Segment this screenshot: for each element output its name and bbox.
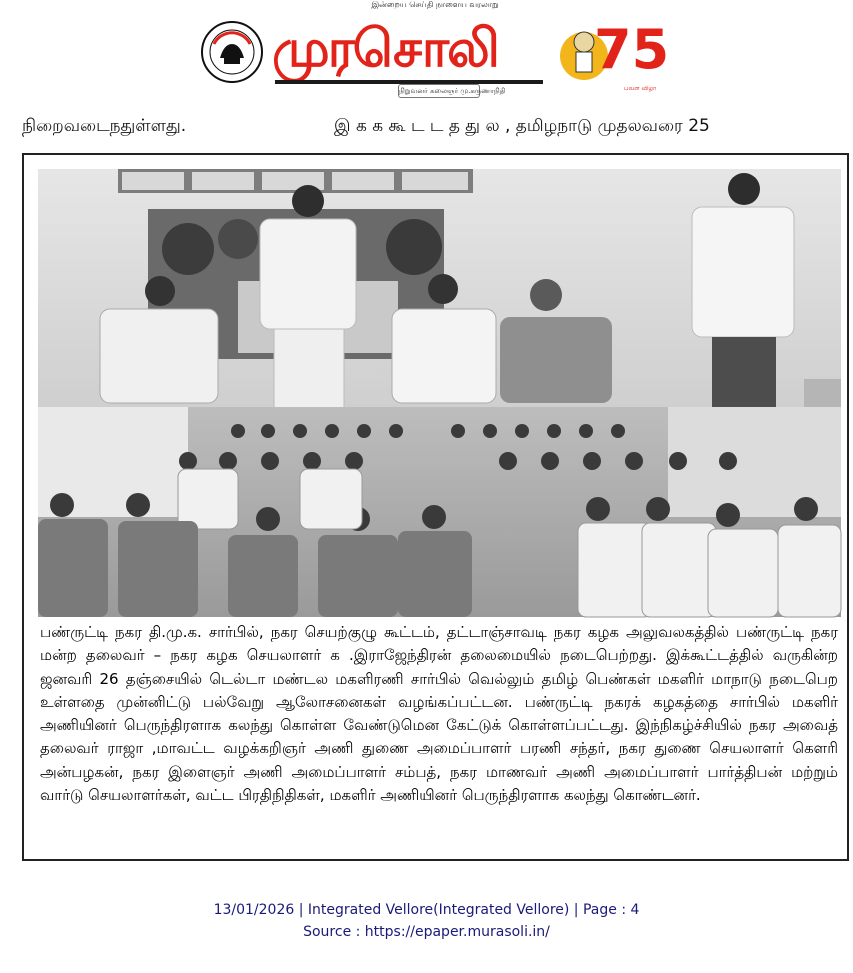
article-frame bbox=[22, 153, 849, 861]
article-body: பண்ருட்டி நகர தி.மு.க. சார்பில், நகர செயற்குழு கூட்டம், தட்டாஞ்சாவடி நகர கழக அலுவலகத்தில் பண்ருட்டி நகர மன்ற தலைவர் – நகர கழக செயலாளர் க .இராஜேந்திரன் தலைமையில் நடைபெற்றது. இக்கூட்டத்தில் வருகின்ற ஜனவரி 26 தஞ்சையில் டெல்டா மண்டல மகளிரணி சார்பில் வெல்லும் தமிழ் பெண்கள் மகளிர் மாநாடு நடைபெற உள்ளதை முன்னிட்டு பல்வேறு ஆலோசனைகள் வழங்கப்பட்டன. பண்ருட்டி நகரக் கழகத்தை சார்பில் மகளிர் அணியினர் பெருந்திரளாக கலந்து கொள்ள வேண்டுமென கேட்டுக் கொள்ளப்பட்டது. இந்நிகழ்ச்சியில் நகர அவைத் தலைவர் ராஜா ,மாவட்ட வழக்கறிஞர் அணி துணை அமைப்பாளர் பரணி சந்தர், நகர துணை செயலாளர் கௌரி அன்பழகன், நகர இளைஞர் அணி அமைப்பாளர் சம்பத், நகர மாணவர் அணி அமைப்பாளர் பார்த்திபன் மற்றும் வார்டு செயலாளர்கள், வட்ட பிரதிநிதிகள், மகளிர் அணியினர் பெருந்திரளாக கலந்து கொண்டனர். bbox=[40, 623, 838, 805]
article-photo bbox=[38, 169, 841, 617]
teaser-left: நிறைவடைநதுள்ளது. bbox=[22, 116, 187, 136]
meeting-photo bbox=[38, 169, 841, 617]
anniversary-badge bbox=[548, 6, 670, 98]
teaser-right: இ க க கூ ட ட த து ல , தமிழநாடு முதலவரை 25 bbox=[334, 116, 710, 136]
anniversary-number: 75 bbox=[594, 18, 670, 81]
masthead bbox=[0, 0, 853, 110]
dmk-emblem-icon bbox=[200, 20, 264, 84]
masthead-tagline: இன்றைய செய்தி நாளைய வரலாறு bbox=[371, 0, 499, 9]
anniversary-words: பவள விழா bbox=[624, 85, 657, 92]
founder-line: நிறுவனர் கலைஞர் மு.கருணாநிதி bbox=[398, 84, 480, 98]
masthead-title: முரசொலி bbox=[272, 19, 498, 79]
footer-edition-line: 13/01/2026 | Integrated Vellore(Integrated Vellore) | Page : 4 bbox=[213, 902, 640, 918]
footer-source-line: Source : https://epaper.murasoli.in/ bbox=[303, 924, 550, 940]
teaser-line bbox=[22, 116, 852, 142]
